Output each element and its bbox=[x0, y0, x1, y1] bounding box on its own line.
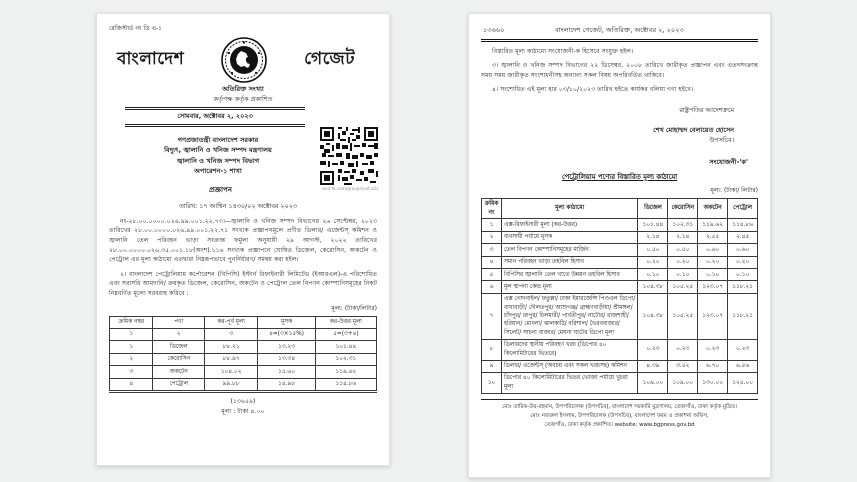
header-octane: অকটেন bbox=[698, 198, 728, 219]
registered-number: রেজিস্টার্ড নং ডি এ-১ bbox=[109, 25, 163, 32]
running-title: বাংলাদেশ গেজেট, অতিরিক্ত, অক্টোবর ২, ২০২৩ bbox=[555, 26, 684, 34]
detail-row-value: ০.৬০ bbox=[698, 244, 728, 256]
header-vat: মূসক bbox=[258, 316, 315, 328]
detail-row-value: ০.১০ bbox=[698, 269, 728, 281]
detail-table-row bbox=[482, 281, 758, 293]
detail-row-value: ১০৯.০০ bbox=[638, 372, 668, 393]
annex-label: সংযোজনী-'ক' bbox=[709, 157, 748, 166]
detail-row-value: ৬.৭০ bbox=[698, 360, 728, 372]
detail-row-value: ০.২৩ bbox=[698, 339, 728, 360]
pretax-table-cell: ১৩.৩৪ bbox=[258, 353, 315, 365]
pretax-table-cell: ১৩.২৩ bbox=[258, 341, 315, 353]
detail-row-serial: ৬ bbox=[482, 281, 502, 293]
detail-row-value: ০.১০ bbox=[728, 269, 758, 281]
detail-row-serial: ৪ bbox=[482, 256, 502, 268]
detail-row-label: মূল স্থাপনা কেন্দ্র মূল্য bbox=[501, 281, 637, 293]
detail-table-row bbox=[482, 269, 758, 281]
detail-row-label: এক্স-রিফাইনারী মূল্য (কর-উত্তর) bbox=[501, 219, 637, 231]
detail-row-value: ০.৫০ bbox=[668, 244, 698, 256]
by-order-line: রাষ্ট্রপতির আদেশক্রমে bbox=[679, 105, 734, 114]
imprint-line-website: তেজগাঁও, ঢাকা কর্তৃক প্রকাশিত। website: www.bgpress.gov.bd bbox=[544, 421, 695, 428]
pretax-table-cell: ১০৪.০২ bbox=[204, 366, 257, 378]
issuing-organization bbox=[119, 135, 317, 177]
detail-row-value: ০.২০ bbox=[728, 256, 758, 268]
pretax-table-cell: কেরোসিন bbox=[153, 353, 204, 365]
imprint-line-publisher: মোঃ নজরুল ইসলাম, উপপরিচালক (উপসচিব), বাংলাদেশ ফরম ও প্রকাশনা অফিস, bbox=[530, 412, 709, 419]
imprint-line-printer: মোঃ তারিক-উর-রহমান, উপপরিচালক (উপসচিব), বাংলাদেশ সরকারি মুদ্রণালয়, তেজগাঁও, ঢাকা কর্তৃক মুদ্রিত। bbox=[502, 403, 737, 410]
detail-row-value: ১০৪.৩৮ bbox=[638, 293, 668, 339]
pretax-table-cell: অকটেন bbox=[153, 366, 204, 378]
subheader-cell: ২ bbox=[153, 328, 204, 340]
detail-row-value: ১২৫.০০ bbox=[728, 372, 758, 393]
price-unit-label: মূল্য: (টাকা/লিটার) bbox=[331, 304, 377, 312]
pretax-table-cell: ৯৯.৮৮ bbox=[204, 378, 257, 391]
detail-row-value: ৬.৫৬ bbox=[728, 360, 758, 372]
org-line-division: জ্বালানি ও খনিজ সম্পদ বিভাগ bbox=[176, 156, 260, 165]
published-by-label: কর্তৃপক্ষ কর্তৃক প্রকাশিত bbox=[213, 94, 273, 103]
header-serial: ক্রমিক নং bbox=[482, 198, 502, 219]
detail-row-value: ১১৪.৮৬ bbox=[728, 219, 758, 231]
imprint-footer bbox=[481, 399, 758, 430]
running-header bbox=[481, 22, 758, 39]
qr-code bbox=[320, 127, 378, 185]
price-unit-label: মূল্য: (টাকা/ লিটার) bbox=[710, 186, 758, 194]
pretax-table-cell: ১ bbox=[110, 341, 153, 353]
gazette-date: সোমবার, অক্টোবর ২, ২০২৩ bbox=[177, 111, 253, 120]
paragraph-2: ২। বাংলাদেশ পেট্রোলিয়াম কর্পোরেশন (বিপিসি) ইস্টার্ন রিফাইনারী লিমিটেড (ইআরএল)-এ পরিশোধিত এবং সরাসরি আমদানি/ ক্রয়কৃত ডিজেল, কেরোসিন, অকটেন ও পেট্রোল তেল বিপণন কোম্পানিসমূহের নিকট নিম্নবর্ণিত মূল্যে সরবরাহ করিবে : bbox=[109, 270, 377, 297]
pretax-table-cell: ১০২.৩১ bbox=[315, 353, 376, 365]
detail-row-value: ০.২৩ bbox=[668, 339, 698, 360]
detail-table-row bbox=[482, 256, 758, 268]
pretax-table-cell: ৪ bbox=[110, 378, 153, 391]
signatory-name: শেখ মোহাম্মদ বেলায়েত হোসেন bbox=[653, 126, 734, 135]
detail-row-label: তেল বিপণন কোম্পানিসমূহের মার্জিন bbox=[501, 244, 637, 256]
pretax-table-cell: ১১৯.৬২ bbox=[315, 366, 376, 378]
header-structure: মূল্য কাঠামো bbox=[501, 198, 637, 219]
pretax-table-cell: ডিজেল bbox=[153, 341, 204, 353]
gazette-page-2 bbox=[468, 13, 771, 478]
paragraph-1: নং-২৮.০০.০০০০.০২৬.৯৯.০০১.২২.৭৩।—জ্বালানি ও খনিজ সম্পদ বিভাগের ২৬ সেপ্টেম্বর, ২০২৩ তারিখের ২৮.০০.০০০০.০২৬.৯৯.০০১.২২.৭১ সংখ্যক প্রজ্ঞাপনমূলে প্রণীত ডিলার/ এজেন্টস্ কমিশন ও জ্বালানি তেল পরিবহন ভাড়া সংক্রান্ত ফর্মুলা অনুযায়ী ২৯ আগস্ট, ২০২২ তারিখের ২৮.০০.০০০০.০২৬.৩৫.০০১.১৮(অংশ).১১৬ সংখ্যক প্রজ্ঞাপনে ঘোষিত ডিজেল, কেরোসিন, অকটেন ও পেট্রোল এর মূল্য কাঠামো এতদ্বারা নিম্নরূপভাবে পুনর্নির্ধারণ/ সমন্বয় করা হইল। bbox=[109, 217, 377, 264]
detail-table-header-row bbox=[482, 198, 758, 219]
detail-row-value: ২.৫৫ bbox=[698, 231, 728, 243]
divider-top bbox=[125, 107, 305, 110]
detail-row-value: ২.১৪ bbox=[638, 231, 668, 243]
pretax-table-row bbox=[110, 353, 377, 365]
detail-row-serial: ১ bbox=[482, 219, 502, 231]
detailed-price-table bbox=[481, 198, 758, 394]
detail-row-value: ০.২৩ bbox=[638, 339, 668, 360]
header-diesel: ডিজেল bbox=[638, 198, 668, 219]
masthead bbox=[109, 34, 377, 83]
detail-row-serial: ২ bbox=[482, 231, 502, 243]
detail-row-value: ২.৪৫ bbox=[728, 231, 758, 243]
detail-row-value: ৪.৩৯ bbox=[638, 360, 668, 372]
detail-row-label: ডিলারদের স্থানীয় পরিবহণ খরচ (ডিপোর ৪০ কিলোমিটারের ভিতরে) bbox=[501, 339, 637, 360]
detail-row-value: ১২৩.০৭ bbox=[698, 281, 728, 293]
detail-row-value: ১১৮.২১ bbox=[728, 281, 758, 293]
detail-row-serial: ৭ bbox=[482, 293, 502, 339]
detail-row-value: ৩.৫২ bbox=[668, 360, 698, 372]
detail-row-serial: ৯ bbox=[482, 360, 502, 372]
header-serial: ক্রমিক নম্বর bbox=[110, 316, 153, 328]
subheader-cell: ৪=(৩×১৫%) bbox=[258, 328, 315, 340]
page-number: (১৩৬৫৯) bbox=[230, 397, 256, 405]
pretax-table-cell: ২ bbox=[110, 353, 153, 365]
detail-row-label: এক্স গোদনাইল/ ফতুল্লা/ ঢাকা ইমারজেন্সি পিওএল ডিপো/ বাঘাবাড়ী/ দৌলতপুর/ আশুগঞ্জ/ ব্রাহ্মণবাড়ীয়া/ শ্রীমঙ্গল/ চাঁদপুর/ রংপুর/ চিলমারী/ পার্বতীপুর/ নাটোর/ রাজশাহী/ হরিয়ান/ মোংলা/ ঝালকাঠি/ বরিশাল/ ভৈরববাজার/ সিলেট/ সাচনা বাজার/ মেঘনা ঘাটের ডিপো মূল্য bbox=[501, 293, 637, 339]
detail-row-value: ০.২০ bbox=[638, 256, 668, 268]
signature-block bbox=[481, 105, 734, 146]
pretax-table-cell: পেট্রোল bbox=[153, 378, 204, 391]
detail-row-value: ১০৫.২৫ bbox=[668, 293, 698, 339]
masthead-title-right: গেজেট bbox=[304, 49, 355, 69]
detail-row-value: ০.২০ bbox=[698, 256, 728, 268]
detail-row-value: ১০৫.২৫ bbox=[668, 281, 698, 293]
detail-row-label: ডিলার/ এজেন্টস্ (অবচয় এবং সকল খরচসহ) কমিশন bbox=[501, 360, 637, 372]
detail-row-value: ১৩০.০০ bbox=[698, 372, 728, 393]
detail-row-serial: ৩ bbox=[482, 244, 502, 256]
detail-row-serial: ৫ bbox=[482, 269, 502, 281]
detail-row-value: ০.৫০ bbox=[638, 244, 668, 256]
header-posttax: কর-উত্তর মূল্য bbox=[315, 316, 376, 328]
subheader-cell: ৩ bbox=[204, 328, 257, 340]
org-line-ministry: বিদ্যুৎ, জ্বালানি ও খনিজ সম্পদ মন্ত্রণালয় bbox=[164, 146, 272, 155]
detail-row-serial: ৮ bbox=[482, 339, 502, 360]
pretax-table-row bbox=[110, 378, 377, 391]
detail-row-value: ১০১.৪৪ bbox=[638, 219, 668, 231]
detail-row-value: ১১৯.৬২ bbox=[698, 219, 728, 231]
detail-row-value: ১১৮.২১ bbox=[728, 293, 758, 339]
header-pretax: কর-পূর্ব মূল্য bbox=[204, 316, 257, 328]
detail-row-value: ০.২৩ bbox=[728, 339, 758, 360]
detail-table-row bbox=[482, 219, 758, 231]
pretax-table-row bbox=[110, 366, 377, 378]
detail-row-value: ১০২.৩১ bbox=[668, 219, 698, 231]
divider-bottom bbox=[125, 124, 305, 127]
org-line-branch: অপারেশন-১ শাখা bbox=[194, 167, 242, 176]
detail-row-label: সমান পরিবহন ভাড়া তহবিল হিসাব bbox=[501, 256, 637, 268]
pretax-table-cell: ৩ bbox=[110, 366, 153, 378]
price-structure-title: পেট্রোলিয়াম পণ্যের বিস্তারিত মূল্য কাঠামো bbox=[561, 172, 678, 181]
pretax-table-cell: ৮৮.৯৭ bbox=[204, 353, 257, 365]
pretax-table-header-row bbox=[110, 316, 377, 328]
detail-table-row bbox=[482, 360, 758, 372]
qr-caption: visit fb.com/groups/vat.a2z bbox=[321, 186, 379, 191]
header-product: পণ্য bbox=[153, 316, 204, 328]
national-emblem-icon bbox=[221, 37, 267, 83]
org-line-government: গণপ্রজাতন্ত্রী বাংলাদেশ সরকার bbox=[177, 135, 259, 144]
pretax-table-cell: ১০১.৪৪ bbox=[315, 341, 376, 353]
notification-heading: প্রজ্ঞাপন bbox=[209, 185, 232, 194]
detail-row-value: ১২৩.০৭ bbox=[698, 293, 728, 339]
gazette-page-1 bbox=[96, 13, 390, 466]
detail-row-value: ০.৬০ bbox=[728, 244, 758, 256]
detail-row-label: ডিপোর ৪০ কিলোমিটারের ভিতর ভোক্তা পর্যায়ে খুচরা মূল্য bbox=[501, 372, 637, 393]
paragraph-4: ৪। সংশোধিত এই মূল্য হার ০৩/১০/২০২৩ তারিখ হইতে কার্যকর বলিয়া গণ্য হইবে। bbox=[492, 86, 694, 94]
detail-row-value: ২.১৪ bbox=[668, 231, 698, 243]
detail-row-serial: ১০ bbox=[482, 372, 502, 393]
pretax-table-cell: ১৪.৯৮ bbox=[258, 378, 315, 391]
detail-row-label: ব্যবসায়ী পর্যায়ে মূসক bbox=[501, 231, 637, 243]
subheader-cell: ৫=(৩+৪) bbox=[315, 328, 376, 340]
detail-row-value: ১০৪.৩৮ bbox=[638, 281, 668, 293]
detail-row-value: ০.১০ bbox=[638, 269, 668, 281]
annex-reference-line: বিস্তারিত মূল্য কাঠামো সংযোজনী-ক হিসেবে সংযুক্ত হইল। bbox=[492, 47, 634, 55]
extra-issue-label: অতিরিক্ত সংখ্যা bbox=[222, 85, 264, 93]
masthead-title-left: বাংলাদেশ bbox=[117, 49, 185, 69]
detail-row-value: ০.১০ bbox=[668, 269, 698, 281]
pretax-table-row bbox=[110, 341, 377, 353]
detail-row-value: ১০৯.০০ bbox=[668, 372, 698, 393]
signatory-designation: উপসচিব। bbox=[709, 136, 734, 145]
paragraph-3: ৩। জ্বালানি ও খনিজ সম্পদ বিভাগের ২২ ডিসেম্বর, ২০০৮ তারিখে জারীকৃত প্রজ্ঞাপন এবং এতদসংক্রান্ত সময় সময় জারীকৃত সংশোধনীসহ অন্যান্য সকল বিষয় অপরিবর্তিত থাকিবে। bbox=[481, 62, 758, 79]
qr-block bbox=[320, 127, 380, 191]
detail-table-row bbox=[482, 244, 758, 256]
header-petrol: পেট্রোল bbox=[728, 198, 758, 219]
detail-row-label: বিপিসির জ্বালানি তেল খাতে উন্নয়ন তহবিল হিসাব bbox=[501, 269, 637, 281]
header-divider bbox=[481, 39, 758, 42]
detail-table-row bbox=[482, 231, 758, 243]
subheader-cell: ১ bbox=[110, 328, 153, 340]
pretax-table-cell: ১৫.৬০ bbox=[258, 366, 315, 378]
header-kerosene: কেরোসিন bbox=[668, 198, 698, 219]
pretax-table-subheader-row bbox=[110, 328, 377, 340]
detail-table-row bbox=[482, 372, 758, 393]
pretax-price-table bbox=[109, 316, 377, 393]
notification-date: তারিখ: ১৭ আশ্বিন ১৪৩০/০২ অক্টোবর ২০২৩ bbox=[178, 201, 298, 210]
pretax-table-cell: ৮৮.২১ bbox=[204, 341, 257, 353]
pretax-table-cell: ১১৪.৮৬ bbox=[315, 378, 376, 391]
running-page-number: ১৩৬৬০ bbox=[483, 26, 505, 34]
detail-table-row bbox=[482, 293, 758, 339]
detail-table-row bbox=[482, 339, 758, 360]
detail-row-value: ০.২০ bbox=[668, 256, 698, 268]
gazette-price: মূল্য : টাকা ৪.০০ bbox=[221, 408, 265, 416]
